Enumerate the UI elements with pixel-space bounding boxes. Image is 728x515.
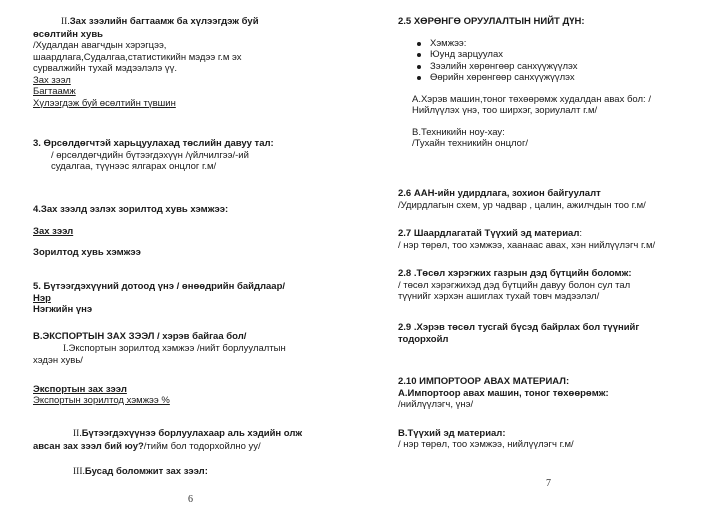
- list-item: Юунд зарцуулах: [412, 49, 651, 61]
- section-2-8-infrastructure: [398, 268, 631, 303]
- list-item: Өөрийн хөрөнгөөр санхүүжүүлэх: [412, 72, 651, 84]
- section-body-line: Нийлүүлэх үнэ, тоо ширхэг, зориулалт г.м/: [412, 105, 598, 116]
- section-body-line: / нэр төрөл, тоо хэмжээ, нийлүүлэгч г.м/: [398, 439, 574, 450]
- section-title: Бүтээгдэхүүнээ борлуулахаар аль хэдийн олж: [81, 428, 303, 439]
- section-2-7-raw-materials: [398, 228, 655, 251]
- section-body-line: Экспортын зорилтод хэмжээ /нийт борлуулалтын: [68, 342, 286, 354]
- section-title: 2.9 .Хэрэв төсөл тусгай бүсэд байрлах бол түүнийг: [398, 322, 640, 333]
- subsection-title: А.Импортоор авах машин, тоног төхөөрөмж:: [398, 387, 609, 399]
- section-body-line: В.Техникийн ноу-хау:: [412, 126, 505, 138]
- item-unit-price: Нэгжийн үнэ: [33, 304, 93, 315]
- section-body-line: түүнийг хэрхэн ашиглах тухай товч мэдээлэл/: [398, 291, 600, 302]
- right-page: [364, 0, 728, 515]
- section-roman-numeral: II.: [61, 17, 70, 27]
- section-body-line: /Худалдан авагчдын хэрэгцээ,: [33, 40, 167, 51]
- section-2-10-imports: [398, 376, 609, 451]
- section-ii-existing-market: [33, 428, 302, 452]
- list-item: Зээлийн хөрөнгөөр санхүүжүүлэх: [412, 61, 651, 73]
- section-roman-numeral: II.: [73, 429, 82, 439]
- section-body-line: /Тухайн техникийн онцлог/: [412, 138, 529, 149]
- page-number: 6: [188, 494, 193, 505]
- section-body-line: / өрсөлдөгчдийн бүтээгдэхүүн /үйлчилгээ/-ий: [51, 149, 249, 161]
- section-title: 2.7 Шаардлагатай Түүхий эд материал: [398, 228, 580, 239]
- section-body-line: сурвалжийн тухай мэдээлэлэ үү.: [33, 63, 178, 74]
- link-export-market[interactable]: Экспортын зах зээл: [33, 383, 127, 395]
- link-capacity[interactable]: Багтаамж: [33, 86, 76, 97]
- section-note: /тийм бол тодорхойлно уу/: [143, 440, 261, 452]
- item-name[interactable]: Нэр: [33, 292, 51, 304]
- section-body-line: / нэр төрөл, тоо хэмжээ, хаанаас авах, хэн нийлүүлэгч г.м/: [398, 239, 656, 251]
- section-body-line: / төсөл хэрэгжихэд дэд бүтцийн давуу болон сул тал: [398, 279, 631, 291]
- section-roman-numeral: I.: [63, 343, 69, 354]
- section-title: Зах зээлийн багтаамж ба хүлээгдэж буй: [69, 16, 259, 27]
- section-5-domestic-price: [33, 281, 285, 316]
- list-item: Хэмжээ:: [412, 38, 651, 50]
- section-roman-numeral: III.: [73, 467, 85, 477]
- section-title: 5. Бүтээгдэхүүний дотоод үнэ / өнөөдрийн байдлаар/: [33, 281, 286, 292]
- link-export-target[interactable]: Экспортын зорилтод хэмжээ %: [33, 395, 170, 406]
- page-number: 7: [546, 478, 551, 489]
- section-title-cont: тодорхойл: [398, 333, 449, 345]
- section-b-export-market: [33, 331, 286, 407]
- section-iii-other-markets: [33, 466, 208, 479]
- target-share-label: Зорилтод хувь хэмжээ: [33, 247, 141, 258]
- section-title: 3. Өрсөлдөгчтэй харьцуулахад төслийн давуу тал:: [33, 138, 274, 149]
- section-title-cont: өсөлтийн хувь: [33, 28, 103, 40]
- section-title: 2.6 ААН-ийн удирдлага, зохион байгуулалт: [398, 188, 601, 199]
- link-expected-growth[interactable]: Хүлээгдэж буй өсөлтийн түвшин: [33, 97, 176, 109]
- section-3-advantage: [33, 138, 274, 173]
- section-body-line: А.Хэрэв машин,тоног төхөөрөмж худалдан авах бол: /: [412, 93, 651, 105]
- section-title: 2.8 .Төсөл хэрэгжих газрын дэд бүтцийн боломж:: [398, 268, 632, 279]
- bullet-list: [412, 38, 651, 84]
- section-body-line: судалгаа, түүнээс ялгарах онцлог г.м/: [51, 161, 217, 172]
- section-title: 2.5 ХӨРӨНГӨ ОРУУЛАЛТЫН НИЙТ ДҮН:: [398, 16, 585, 27]
- section-title-cont: авсан зах зээл бий юу?: [33, 440, 144, 452]
- section-title: 2.10 ИМПОРТООР АВАХ МАТЕРИАЛ:: [398, 376, 570, 387]
- section-body-line: /нийлүүлэгч, үнэ/: [398, 399, 474, 410]
- section-title: 4.Зах зээлд эзлэх зорилтод хувь хэмжээ:: [33, 204, 229, 215]
- section-2-5-investment: [398, 16, 651, 150]
- link-market[interactable]: Зах зээл: [33, 74, 71, 86]
- section-title: В.ЭКСПОРТЫН ЗАХ ЗЭЭЛ / хэрэв байгаа бол/: [33, 331, 247, 342]
- section-4-market-share: [33, 204, 228, 259]
- section-body-line: шаардлага,Судалгаа,статистикийн мэдээ г.м эх: [33, 51, 242, 63]
- section-market-capacity: [33, 16, 259, 109]
- section-body-line: хэдэн хувь/: [33, 355, 83, 366]
- title-suffix: :: [579, 228, 583, 239]
- section-body-line: /Удирдлагын схем, ур чадвар , цалин, ажилчдын тоо г.м/: [398, 199, 646, 211]
- section-2-9-special-zone: [398, 322, 639, 345]
- section-2-6-management: [398, 188, 646, 211]
- section-title: Бусад боломжит зах зээл:: [84, 466, 208, 477]
- subsection-title: В.Түүхий эд материал:: [398, 427, 506, 439]
- link-market[interactable]: Зах зээл: [33, 225, 74, 237]
